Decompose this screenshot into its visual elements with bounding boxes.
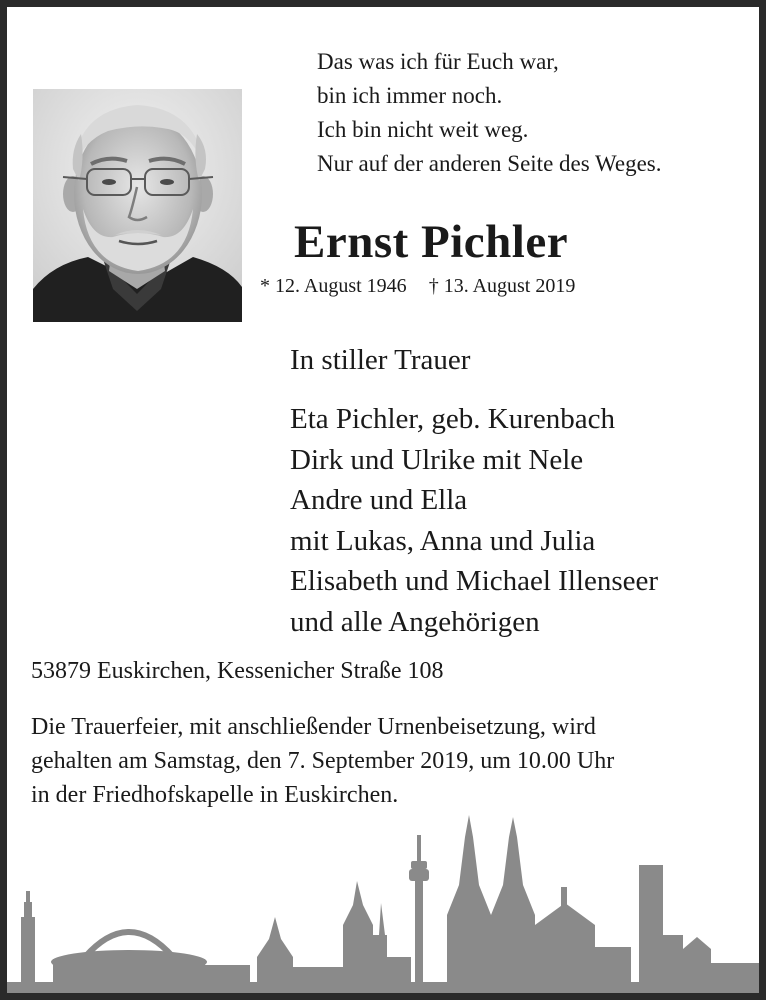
life-dates <box>260 275 575 298</box>
service-line: Die Trauerfeier, mit anschließender Urnenbeisetzung, wird <box>31 714 596 740</box>
skyline-silhouette <box>7 815 759 993</box>
family-line: mit Lukas, Anna und Julia <box>290 524 596 557</box>
death-date: † 13. August 2019 <box>428 275 576 297</box>
poem-line: Ich bin nicht weit weg. <box>317 117 529 142</box>
mourning-heading: In stiller Trauer <box>290 344 471 376</box>
service-info <box>31 710 614 812</box>
poem-line: bin ich immer noch. <box>317 83 503 108</box>
family-line: Eta Pichler, geb. Kurenbach <box>290 403 615 435</box>
service-line: in der Friedhofskapelle in Euskirchen. <box>31 782 399 808</box>
poem-line: Das was ich für Euch war, <box>317 49 559 74</box>
family-list <box>290 399 658 642</box>
city-skyline-graphic <box>7 807 759 993</box>
family-line: Andre und Ella <box>290 484 468 516</box>
deceased-name: Ernst Pichler <box>294 216 569 268</box>
family-line: Elisabeth und Michael Illenseer <box>290 565 659 597</box>
family-line: Dirk und Ulrike mit Nele <box>290 443 584 476</box>
address: 53879 Euskirchen, Kessenicher Straße 108 <box>31 658 444 684</box>
family-line: und alle Angehörigen <box>290 605 540 638</box>
birth-date: * 12. August 1946 <box>260 275 407 297</box>
portrait-photo <box>33 89 242 322</box>
poem <box>317 45 662 181</box>
poem-line: Nur auf der anderen Seite des Weges. <box>317 151 662 176</box>
service-line: gehalten am Samstag, den 7. September 2019, um 10.00 Uhr <box>31 748 615 774</box>
